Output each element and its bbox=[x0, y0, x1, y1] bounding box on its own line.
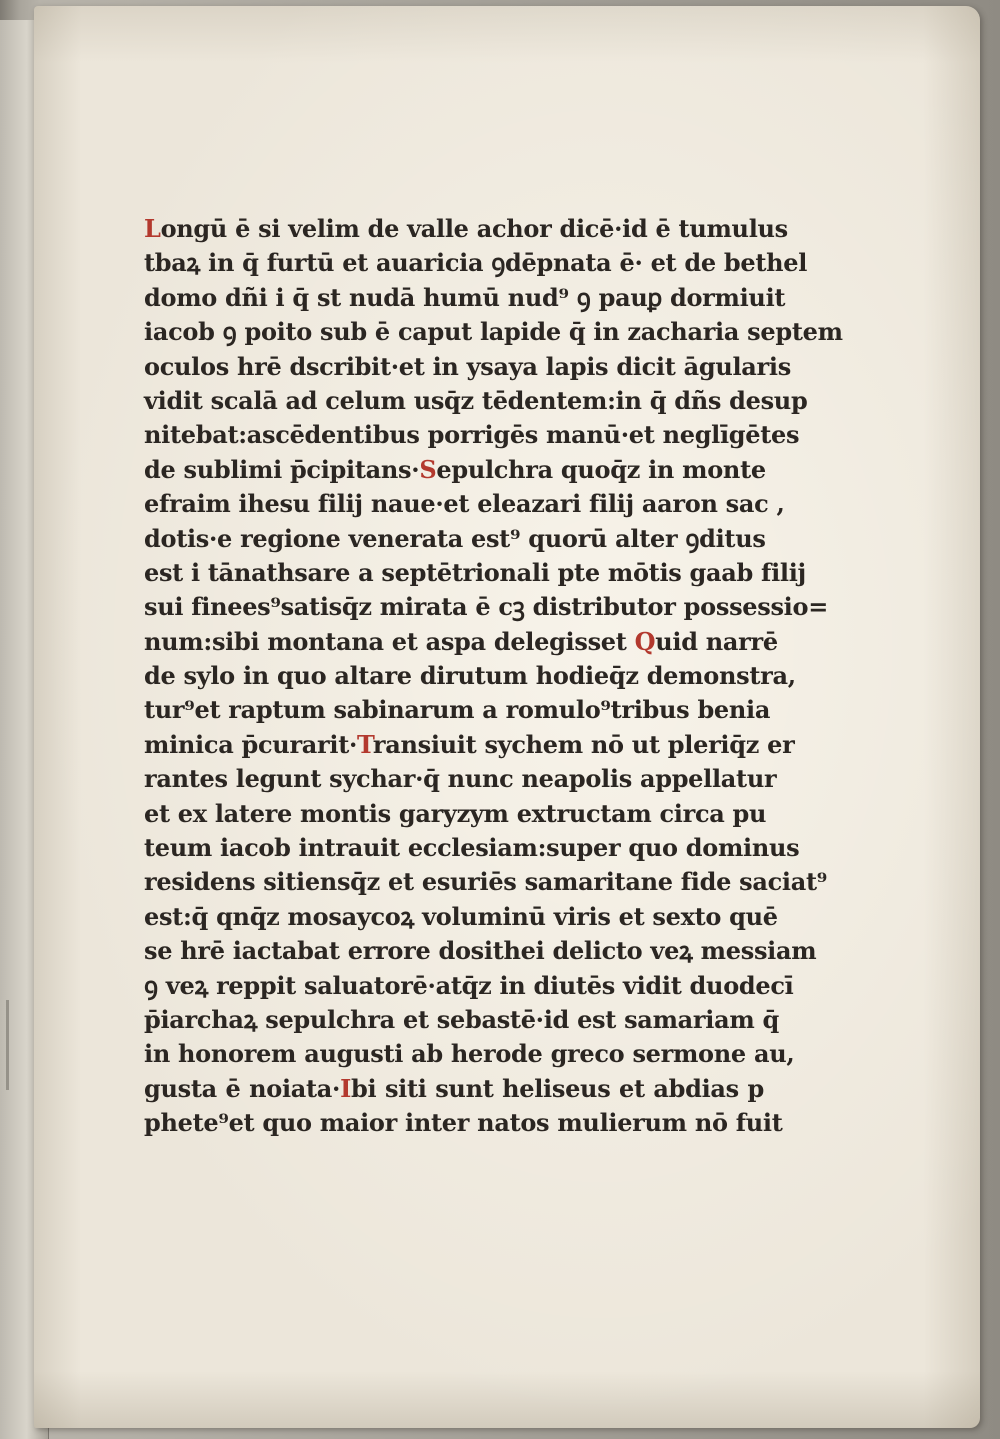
book-page bbox=[34, 6, 980, 1428]
text-line: residens sitiensq̄z et esuriēs samaritane fide saciat⁹ bbox=[144, 867, 827, 897]
rubricated-initial: T bbox=[357, 729, 373, 759]
rubricated-initial: Q bbox=[634, 626, 656, 656]
text-line: gusta ē noiata·Ibi siti sunt heliseus et abdias p bbox=[144, 1073, 764, 1103]
text-line: iacob ꝯ poito sub ē caput lapide q̄ in zacharia septem bbox=[144, 317, 843, 347]
text-line: rantes legunt sychar·q̄ nunc neapolis appellatur bbox=[144, 764, 777, 794]
rubricated-initial: I bbox=[340, 1073, 352, 1103]
text-line: p̄iarchaꝝ sepulchra et sebastē·id est samariam q̄ bbox=[144, 1004, 779, 1034]
text-line: nitebat:ascēdentibus porrigēs manū·et neglīgētes bbox=[144, 420, 800, 450]
text-line: de sylo in quo altare dirutum hodieq̄z demonstra, bbox=[144, 661, 796, 691]
text-block bbox=[144, 212, 843, 1141]
text-line: phete⁹et quo maior inter natos mulierum nō fuit bbox=[144, 1108, 783, 1138]
rubricated-initial: L bbox=[144, 214, 161, 243]
text-line: vidit scalā ad celum usq̄z tēdentem:in q̄ dñs desup bbox=[144, 385, 808, 415]
text-line: minica p̄curarit·Transiuit sychem nō ut pleriq̄z er bbox=[144, 729, 795, 759]
text-line: et ex latere montis garyzym extructam circa pu bbox=[144, 798, 767, 828]
text-line: teum iacob intrauit ecclesiam:super quo dominus bbox=[144, 833, 800, 863]
text-line: est:q̄ qnq̄z mosaycoꝝ voluminū viris et sexto quē bbox=[144, 901, 778, 931]
text-line: domo dñi i q̄ st nudā humū nud⁹ ꝯ pauꝑ dormiuit bbox=[144, 282, 786, 312]
text-line: in honorem augusti ab herode greco sermone au, bbox=[144, 1039, 795, 1069]
rubricated-initial: S bbox=[419, 454, 437, 484]
text-line: tur⁹et raptum sabinarum a romulo⁹tribus benia bbox=[144, 695, 771, 725]
text-line: tbaꝝ in q̄ furtū et auaricia ꝯdēpnata ē· et de bethel bbox=[144, 248, 808, 278]
text-line: dotis·e regione venerata est⁹ quorū alter ꝯditus bbox=[144, 523, 766, 553]
text-line: ꝯ veꝝ reppit saluatorē·atq̄z in diutēs vidit duodecī bbox=[144, 970, 794, 1000]
text-line: sui finees⁹satisq̄z mirata ē cꝫ distributor possessio= bbox=[144, 592, 829, 622]
text-line: de sublimi p̄cipitans·Sepulchra quoq̄z in monte bbox=[144, 454, 766, 484]
text-line: se hrē iactabat errore dosithei delicto veꝝ messiam bbox=[144, 936, 817, 966]
text-line: Longū ē si velim de valle achor dicē·id ē tumulus bbox=[144, 214, 788, 243]
text-line: est i tānathsare a septētrionali pte mōtis gaab filij bbox=[144, 557, 806, 587]
text-line: oculos hrē dscribit·et in ysaya lapis dicit āgularis bbox=[144, 351, 791, 381]
text-line: num:sibi montana et aspa delegisset Quid narrē bbox=[144, 626, 778, 656]
text-line: efraim ihesu filij naue·et eleazari filij aaron sac , bbox=[144, 489, 785, 519]
